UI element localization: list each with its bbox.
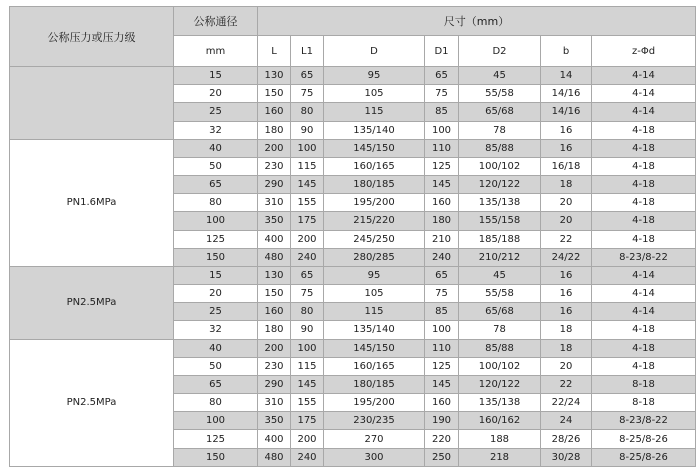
cell-L: 310: [258, 394, 291, 412]
cell-D: 300: [324, 448, 425, 466]
cell-dn: 25: [174, 303, 258, 321]
cell-D1: 75: [425, 285, 459, 303]
cell-b: 20: [541, 357, 592, 375]
cell-dn: 32: [174, 121, 258, 139]
cell-D: 180/185: [324, 176, 425, 194]
cell-bolts: 4-18: [592, 230, 696, 248]
cell-b: 20: [541, 194, 592, 212]
dimensions-header: 尺寸（mm）: [258, 7, 696, 36]
cell-dn: 100: [174, 412, 258, 430]
cell-L: 150: [258, 285, 291, 303]
cell-b: 16: [541, 266, 592, 284]
cell-L1: 80: [291, 303, 324, 321]
cell-L: 160: [258, 103, 291, 121]
cell-L1: 240: [291, 448, 324, 466]
cell-D: 160/165: [324, 157, 425, 175]
cell-D1: 210: [425, 230, 459, 248]
cell-D2: 45: [459, 266, 541, 284]
cell-bolts: 4-14: [592, 285, 696, 303]
cell-L1: 145: [291, 176, 324, 194]
cell-bolts: 8-25/8-26: [592, 430, 696, 448]
cell-L1: 75: [291, 285, 324, 303]
cell-dn: 40: [174, 139, 258, 157]
header-row-main: [10, 7, 696, 36]
cell-D: 115: [324, 303, 425, 321]
pressure-class-header: 公称压力或压力级: [10, 7, 174, 67]
cell-D2: 120/122: [459, 375, 541, 393]
cell-D1: 180: [425, 212, 459, 230]
table-row: [10, 339, 696, 357]
cell-bolts: 4-18: [592, 357, 696, 375]
cell-bolts: 4-18: [592, 121, 696, 139]
cell-L1: 100: [291, 139, 324, 157]
cell-L1: 80: [291, 103, 324, 121]
cell-D: 180/185: [324, 375, 425, 393]
cell-D: 95: [324, 67, 425, 85]
cell-L: 130: [258, 266, 291, 284]
cell-D2: 210/212: [459, 248, 541, 266]
cell-D2: 135/138: [459, 194, 541, 212]
cell-L: 180: [258, 121, 291, 139]
col-L-header: L: [258, 36, 291, 67]
cell-D2: 100/102: [459, 357, 541, 375]
cell-bolts: 8-23/8-22: [592, 412, 696, 430]
cell-dn: 65: [174, 375, 258, 393]
cell-D2: 185/188: [459, 230, 541, 248]
cell-D: 145/150: [324, 139, 425, 157]
cell-D: 280/285: [324, 248, 425, 266]
col-bolts-header: z-Φd: [592, 36, 696, 67]
cell-dn: 150: [174, 448, 258, 466]
cell-D2: 85/88: [459, 339, 541, 357]
cell-L1: 145: [291, 375, 324, 393]
cell-L1: 75: [291, 85, 324, 103]
cell-D2: 120/122: [459, 176, 541, 194]
cell-L: 230: [258, 157, 291, 175]
cell-b: 14/16: [541, 85, 592, 103]
cell-D1: 160: [425, 194, 459, 212]
cell-D1: 85: [425, 303, 459, 321]
cell-b: 28/26: [541, 430, 592, 448]
cell-L1: 175: [291, 412, 324, 430]
col-D2-header: D2: [459, 36, 541, 67]
table-row: [10, 266, 696, 284]
cell-D2: 188: [459, 430, 541, 448]
cell-D: 160/165: [324, 357, 425, 375]
cell-L: 160: [258, 303, 291, 321]
cell-L: 180: [258, 321, 291, 339]
cell-b: 16: [541, 139, 592, 157]
cell-bolts: 4-14: [592, 266, 696, 284]
cell-bolts: 4-14: [592, 103, 696, 121]
cell-L: 290: [258, 375, 291, 393]
cell-D2: 55/58: [459, 85, 541, 103]
col-L1-header: L1: [291, 36, 324, 67]
cell-D2: 135/138: [459, 394, 541, 412]
cell-L1: 115: [291, 357, 324, 375]
cell-bolts: 4-18: [592, 194, 696, 212]
cell-bolts: 8-18: [592, 394, 696, 412]
cell-L: 200: [258, 339, 291, 357]
cell-L1: 100: [291, 339, 324, 357]
cell-L: 400: [258, 230, 291, 248]
cell-bolts: 4-18: [592, 157, 696, 175]
cell-dn: 125: [174, 230, 258, 248]
cell-bolts: 4-18: [592, 176, 696, 194]
cell-D1: 100: [425, 321, 459, 339]
cell-b: 24/22: [541, 248, 592, 266]
cell-L: 230: [258, 357, 291, 375]
cell-dn: 65: [174, 176, 258, 194]
pressure-class-cell: PN2.5MPa: [10, 339, 174, 466]
cell-dn: 100: [174, 212, 258, 230]
cell-L: 150: [258, 85, 291, 103]
cell-D1: 190: [425, 412, 459, 430]
cell-dn: 25: [174, 103, 258, 121]
cell-D1: 160: [425, 394, 459, 412]
pressure-class-cell: PN2.5MPa: [10, 266, 174, 339]
cell-b: 24: [541, 412, 592, 430]
pressure-class-cell: [10, 67, 174, 140]
cell-D: 215/220: [324, 212, 425, 230]
cell-bolts: 8-23/8-22: [592, 248, 696, 266]
cell-D: 195/200: [324, 194, 425, 212]
cell-D1: 85: [425, 103, 459, 121]
cell-b: 18: [541, 339, 592, 357]
cell-b: 16: [541, 285, 592, 303]
cell-D2: 78: [459, 121, 541, 139]
cell-dn: 40: [174, 339, 258, 357]
cell-L1: 115: [291, 157, 324, 175]
col-D-header: D: [324, 36, 425, 67]
cell-D2: 65/68: [459, 303, 541, 321]
cell-b: 22: [541, 230, 592, 248]
cell-dn: 32: [174, 321, 258, 339]
cell-D: 270: [324, 430, 425, 448]
cell-L1: 155: [291, 194, 324, 212]
cell-D1: 145: [425, 176, 459, 194]
cell-L: 400: [258, 430, 291, 448]
cell-D1: 250: [425, 448, 459, 466]
cell-bolts: 4-14: [592, 85, 696, 103]
cell-D: 145/150: [324, 339, 425, 357]
cell-D2: 65/68: [459, 103, 541, 121]
cell-L1: 90: [291, 321, 324, 339]
cell-D1: 125: [425, 357, 459, 375]
cell-b: 14/16: [541, 103, 592, 121]
cell-b: 18: [541, 321, 592, 339]
cell-L1: 90: [291, 121, 324, 139]
cell-D: 135/140: [324, 121, 425, 139]
unit-mm-header: mm: [174, 36, 258, 67]
cell-dn: 80: [174, 394, 258, 412]
cell-D: 95: [324, 266, 425, 284]
cell-D2: 155/158: [459, 212, 541, 230]
cell-L1: 65: [291, 67, 324, 85]
cell-dn: 50: [174, 157, 258, 175]
cell-b: 22/24: [541, 394, 592, 412]
cell-D1: 145: [425, 375, 459, 393]
cell-D2: 45: [459, 67, 541, 85]
cell-D2: 55/58: [459, 285, 541, 303]
cell-D: 135/140: [324, 321, 425, 339]
cell-L: 200: [258, 139, 291, 157]
cell-D1: 110: [425, 339, 459, 357]
cell-bolts: 4-14: [592, 67, 696, 85]
cell-dn: 20: [174, 285, 258, 303]
cell-D2: 85/88: [459, 139, 541, 157]
col-D1-header: D1: [425, 36, 459, 67]
cell-L1: 240: [291, 248, 324, 266]
cell-D1: 220: [425, 430, 459, 448]
cell-L1: 200: [291, 430, 324, 448]
cell-dn: 20: [174, 85, 258, 103]
cell-L: 480: [258, 248, 291, 266]
cell-dn: 125: [174, 430, 258, 448]
cell-D2: 160/162: [459, 412, 541, 430]
flange-dimensions-table: [9, 6, 696, 467]
cell-D1: 65: [425, 266, 459, 284]
cell-dn: 50: [174, 357, 258, 375]
cell-b: 20: [541, 212, 592, 230]
cell-bolts: 4-18: [592, 212, 696, 230]
cell-bolts: 4-18: [592, 139, 696, 157]
cell-bolts: 4-18: [592, 339, 696, 357]
cell-bolts: 8-25/8-26: [592, 448, 696, 466]
cell-L: 130: [258, 67, 291, 85]
cell-dn: 80: [174, 194, 258, 212]
cell-D1: 110: [425, 139, 459, 157]
cell-D1: 65: [425, 67, 459, 85]
cell-D1: 75: [425, 85, 459, 103]
cell-D1: 125: [425, 157, 459, 175]
pressure-class-cell: PN1.6MPa: [10, 139, 174, 266]
cell-L: 350: [258, 412, 291, 430]
cell-D: 230/235: [324, 412, 425, 430]
cell-L: 290: [258, 176, 291, 194]
cell-bolts: 4-18: [592, 321, 696, 339]
cell-b: 14: [541, 67, 592, 85]
cell-bolts: 8-18: [592, 375, 696, 393]
cell-dn: 15: [174, 67, 258, 85]
cell-L: 480: [258, 448, 291, 466]
cell-L1: 65: [291, 266, 324, 284]
cell-L1: 200: [291, 230, 324, 248]
table-row: [10, 67, 696, 85]
cell-b: 16/18: [541, 157, 592, 175]
col-b-header: b: [541, 36, 592, 67]
cell-D1: 240: [425, 248, 459, 266]
cell-L1: 155: [291, 394, 324, 412]
table-row: [10, 139, 696, 157]
cell-L: 350: [258, 212, 291, 230]
cell-dn: 15: [174, 266, 258, 284]
cell-D: 245/250: [324, 230, 425, 248]
cell-b: 22: [541, 375, 592, 393]
cell-D1: 100: [425, 121, 459, 139]
cell-bolts: 4-14: [592, 303, 696, 321]
cell-D2: 78: [459, 321, 541, 339]
cell-D: 115: [324, 103, 425, 121]
cell-L1: 175: [291, 212, 324, 230]
cell-D: 105: [324, 285, 425, 303]
nominal-size-header: 公称通径: [174, 7, 258, 36]
cell-D2: 218: [459, 448, 541, 466]
cell-b: 18: [541, 176, 592, 194]
cell-dn: 150: [174, 248, 258, 266]
cell-D: 105: [324, 85, 425, 103]
cell-b: 30/28: [541, 448, 592, 466]
cell-L: 310: [258, 194, 291, 212]
cell-b: 16: [541, 303, 592, 321]
cell-D: 195/200: [324, 394, 425, 412]
cell-D2: 100/102: [459, 157, 541, 175]
cell-b: 16: [541, 121, 592, 139]
